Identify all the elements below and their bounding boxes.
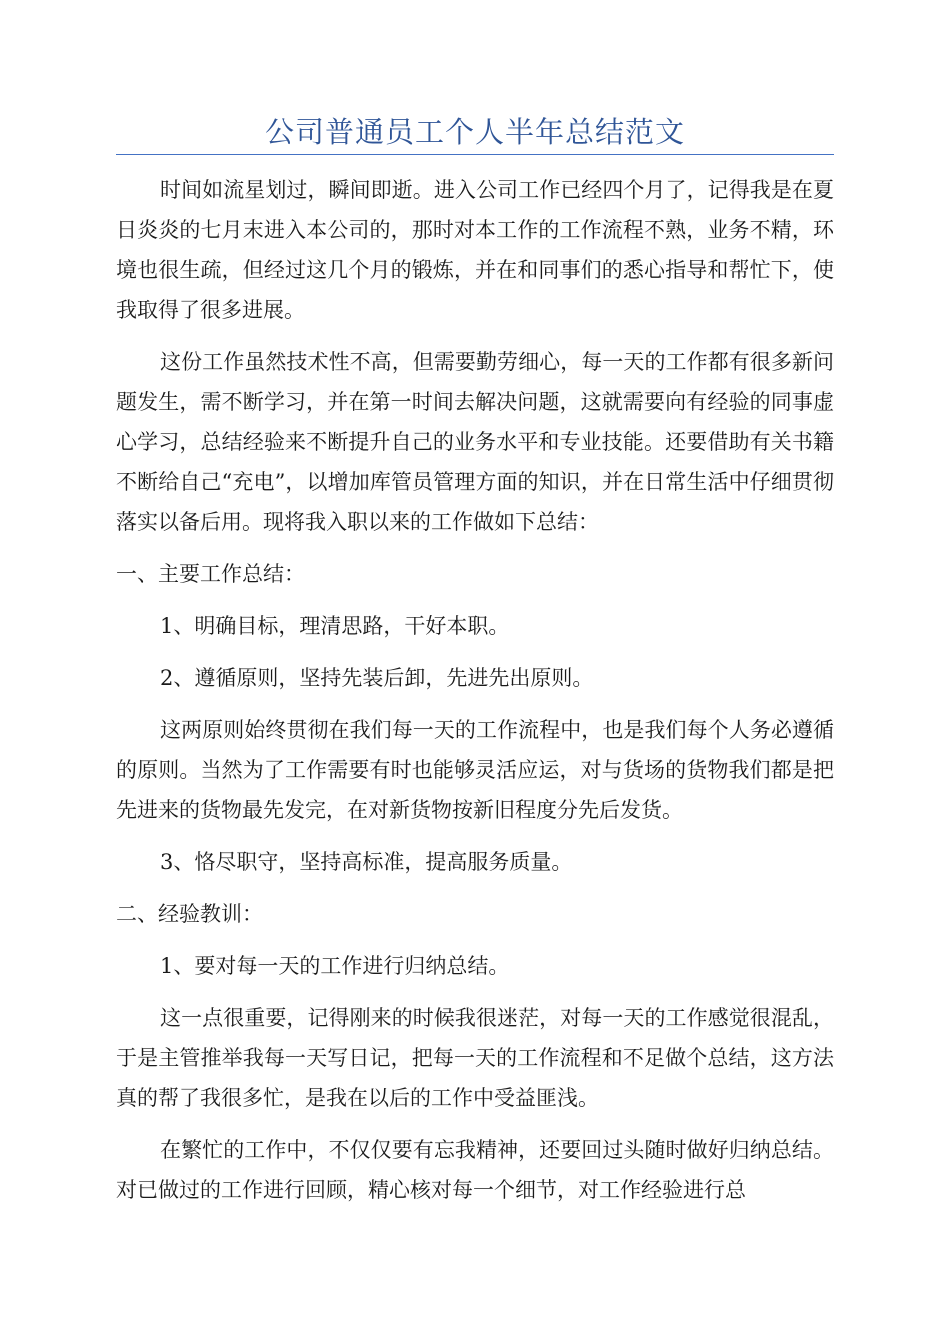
lesson-item-1: 1、要对每一天的工作进行归纳总结。: [160, 954, 510, 978]
list-item-1: 1、明确目标，理清思路，干好本职。: [160, 614, 510, 638]
document-body: [116, 170, 834, 1222]
list-item-2: 2、遵循原则，坚持先装后卸，先进先出原则。: [160, 666, 594, 690]
section-heading-lessons: 二、经验教训：: [116, 902, 263, 926]
paragraph-principles: 这两原则始终贯彻在我们每一天的工作流程中，也是我们每个人务必遵循的原则。当然为了工作需要有时也能够灵活应运，对与货场的货物我们都是把先进来的货物最先发完，在对新货物按新旧程度分先后发货。: [116, 718, 834, 822]
paragraph-review: 在繁忙的工作中，不仅仅要有忘我精神，还要回过头随时做好归纳总结。对已做过的工作进行回顾，精心核对每一个细节，对工作经验进行总: [116, 1138, 834, 1202]
paragraph-work-nature: 这份工作虽然技术性不高，但需要勤劳细心，每一天的工作都有很多新问题发生，需不断学习，并在第一时间去解决问题，这就需要向有经验的同事虚心学习，总结经验来不断提升自己的业务水平和专业技能。还要借助有关书籍不断给自己“充电”，以增加库管员管理方面的知识，并在日常生活中仔细贯彻落实以备后用。现将我入职以来的工作做如下总结：: [116, 350, 834, 534]
title-underline: [116, 154, 834, 155]
page-title: 公司普通员工个人半年总结范文: [264, 115, 685, 149]
list-item-3: 3、恪尽职守，坚持高标准，提高服务质量。: [160, 850, 573, 874]
section-heading-main-work: 一、主要工作总结：: [116, 562, 305, 586]
paragraph-intro: 时间如流星划过，瞬间即逝。进入公司工作已经四个月了，记得我是在夏日炎炎的七月末进入本公司的，那时对本工作的工作流程不熟，业务不精，环境也很生疏，但经过这几个月的锻炼，并在和同事们的悉心指导和帮忙下，使我取得了很多进展。: [116, 178, 834, 322]
paragraph-diary: 这一点很重要，记得刚来的时候我很迷茫，对每一天的工作感觉很混乱，于是主管推举我每一天写日记，把每一天的工作流程和不足做个总结，这方法真的帮了我很多忙，是我在以后的工作中受益匪浅。: [116, 1006, 834, 1110]
